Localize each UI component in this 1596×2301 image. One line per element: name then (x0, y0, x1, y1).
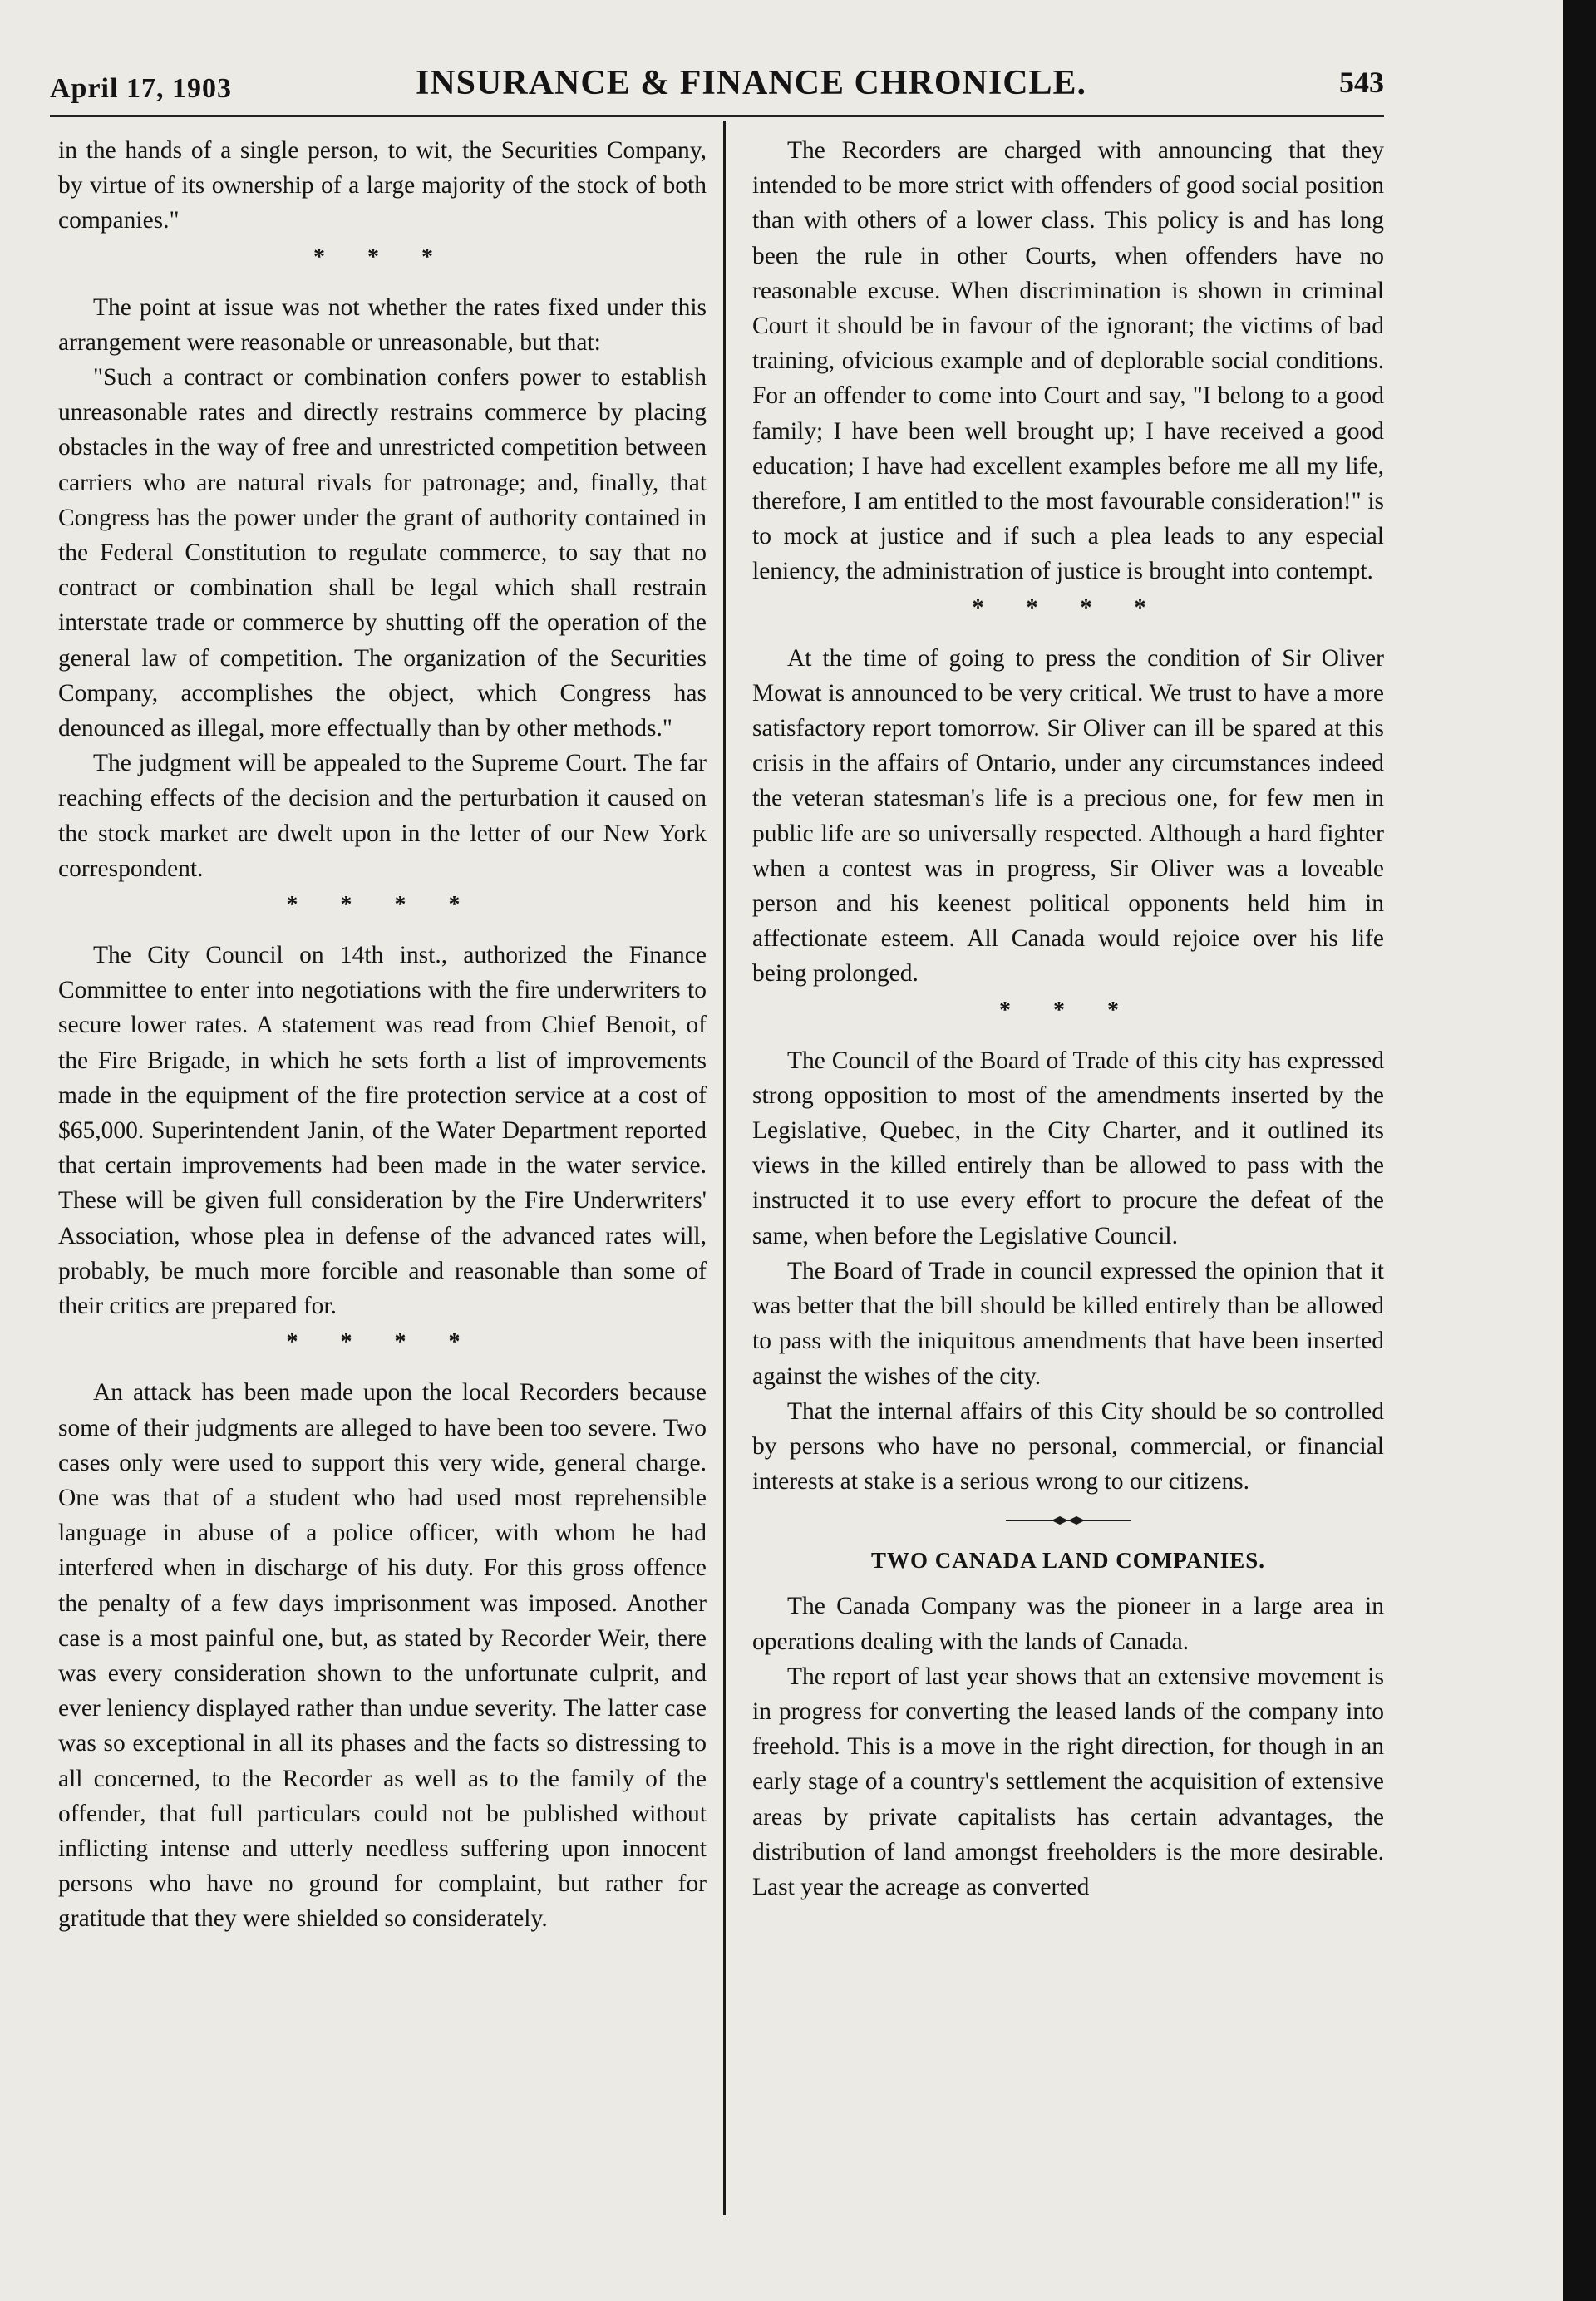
paragraph: At the time of going to press the condition of Sir Oliver Mowat is announced to be very critical. We trust to have a more satisfactory report tomorrow. Sir Oliver can ill be spared at this crisis in the affairs of Ontario, under any circumstances indeed the veteran statesman's life is a precious one, for few men in public life are so universally respected. Although a hard fighter when a contest was in progress, Sir Oliver was a loveable person and his keenest political opponents held him in affectionate esteem. All Canada would rejoice over his life being prolonged. (752, 644, 1384, 988)
issue-date: April 17, 1903 (50, 73, 232, 104)
paragraph: An attack has been made upon the local Recorders because some of their judgments are alleged to have been too severe. Two cases only were used to support this very wide, general charge. One was that of a student who had used most reprehensible language in abuse of a police officer, with whom he had interfered when in discharge of his duty. For this gross offence the penalty of a few days imprisonment was imposed. Another case is a most painful one, but, as stated by Recorder Weir, there was every consideration shown to the unfortunate culprit, and ever leniency displayed rather than undue severity. The latter case was so exceptional in all its phases and the facts so distressing to all concerned, to the Recorder as well as to the family of the offender, that full particulars could not be published without inflicting intense and utterly needless suffering upon innocent persons who have no ground for complaint, but rather for gratitude that they were shielded so considerately. (58, 1379, 707, 1933)
quotation: "Such a contract or combination confers power to establish unreasonable rates and directly restrains commerce by placing obstacles in the way of free and unrestricted competition between carriers who are natural rivals for patronage; and, finally, that Congress has the power under the grant of authority contained in the Federal Constitution to regulate commerce, to say that no contract or combination shall be legal which shall restrain interstate trade or commerce by shutting off the operation of the general law of competition. The organization of the Securities Company, accomplishes the object, which Congress has denounced as illegal, more effectually than by other methods." (58, 364, 707, 742)
section-separator: * * * * (286, 1329, 479, 1356)
section-heading: TWO CANADA LAND COMPANIES. (870, 1548, 1266, 1574)
page-number: 543 (1339, 66, 1384, 99)
section-separator: * * * (313, 244, 451, 270)
paragraph: in the hands of a single person, to wit, the Securities Company, by virtue of its ownership of a large majority of the stock of both companies." (58, 137, 707, 234)
paragraph: The point at issue was not whether the rates fixed under this arrangement were reasonable or unreasonable, but that: (58, 293, 707, 356)
section-separator: * * * * (286, 892, 479, 919)
paragraph: The City Council on 14th inst., authorized the Finance Committee to enter into negotiations with the fire underwriters to secure lower rates. A statement was read from Chief Benoit, of the Fire Brigade, in which he sets forth a list of improvements made in the equipment of the fire protection service at a cost of $65,000. Superintendent Janin, of the Water Department reported that certain improvements had been made in the water service. These will be given full consideration by the Fire Underwriters' Association, whose plea in defense of the advanced rates will, probably, be much more forcible and reasonable than some of their critics are prepared for. (58, 942, 707, 1320)
paragraph: The Board of Trade in council expressed the opinion that it was better that the bill should be killed entirely than be allowed to pass with the iniquitous amendments that have been inserted against the wishes of the city. (752, 1257, 1384, 1390)
left-column (58, 133, 707, 1937)
section-separator: * * * * (972, 594, 1165, 621)
section-separator: * * * (999, 997, 1137, 1023)
column-divider (723, 121, 726, 2215)
paragraph: The Recorders are charged with announcing that they intended to be more strict with offenders of good social position than with others of a lower class. This policy is and has long been the rule in other Courts, when offenders have no reasonable excuse. When discrimination is shown in criminal Court it should be in favour of the ignorant; the victims of bad training, ofvicious example and of deplorable social conditions. For an offender to come into Court and say, "I belong to a good family; I have been well brought up; I have received a good education; I have had excellent examples before me all my life, therefore, I am entitled to the most favourable consideration!" is to mock at justice and if such a plea leads to any especial leniency, the administration of justice is brought into contempt. (752, 137, 1384, 585)
paragraph: That the internal affairs of this City should be so controlled by persons who have no personal, commercial, or financial interests at stake is a serious wrong to our citizens. (752, 1397, 1384, 1495)
page-header (50, 58, 1384, 116)
ornament-rule-icon (1006, 1514, 1130, 1527)
publication-title: INSURANCE & FINANCE CHRONICLE. (416, 64, 1087, 102)
paragraph: The Canada Company was the pioneer in a large area in operations dealing with the lands of Canada. (752, 1593, 1384, 1655)
right-column (752, 133, 1384, 1904)
paragraph: The judgment will be appealed to the Supreme Court. The far reaching effects of the decision and the perturbation it caused on the stock market are dwelt upon in the letter of our New York correspondent. (58, 750, 707, 882)
page-edge (1563, 0, 1596, 2301)
paragraph: The Council of the Board of Trade of this city has expressed strong opposition to most of the amendments inserted by the Legislative, Quebec, in the City Charter, and it outlined its views in the killed entirely than be allowed to pass with the instructed it to use every effort to procure the defeat of the same, when before the Legislative Council. (752, 1047, 1384, 1249)
paragraph: The report of last year shows that an extensive movement is in progress for converting the leased lands of the company into freehold. This is a move in the right direction, for though in an early stage of a country's settlement the acquisition of extensive areas by private capitalists has certain advantages, the distribution of land amongst freeholders is the more desirable. Last year the acreage as converted (752, 1663, 1384, 1900)
header-rule (50, 115, 1384, 117)
